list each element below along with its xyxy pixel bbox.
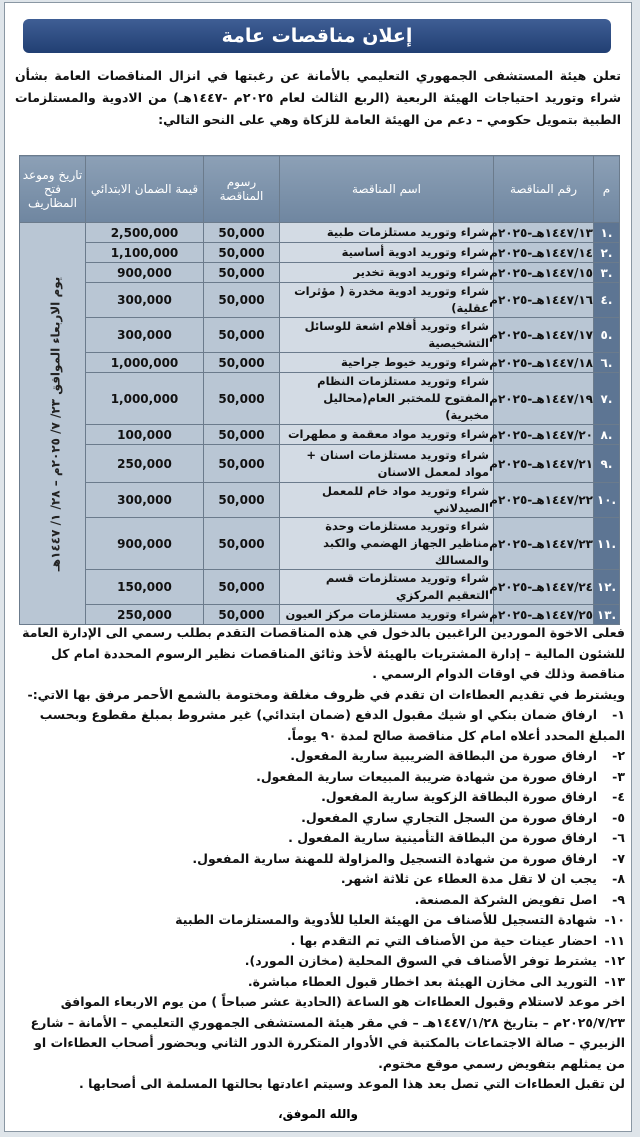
- tender-fee: 50,000: [204, 373, 280, 425]
- tender-fee: 50,000: [204, 518, 280, 570]
- opening-date: يوم الاربعاء الموافق ٢٣/ ٧/ ٢٠٢٥م – ٢٨/ ١/ ١٤٤٧هـ: [47, 276, 62, 571]
- condition-text: ارفاق صورة من شهادة التسجيل والمزاولة للمهنة سارية المفعول.: [192, 850, 597, 866]
- row-number: .٢: [594, 243, 620, 263]
- tender-number: ١٤٤٧/١٥هـ-٢٠٢٥م: [494, 263, 594, 283]
- condition-item: [15, 849, 625, 870]
- tender-name: شراء وتوريد مستلزمات طبية: [280, 223, 494, 243]
- condition-text: اصل تفويض الشركة المصنعة.: [414, 891, 597, 907]
- guarantee-value: 900,000: [86, 263, 204, 283]
- table-row: [20, 483, 620, 518]
- tender-number: ١٤٤٧/١٦هـ-٢٠٢٥م: [494, 283, 594, 318]
- row-number: .١: [594, 223, 620, 243]
- paragraph-2: ويشترط في تقديم العطاءات ان تقدم في ظروف مغلقة ومختومة بالشمع الأحمر مرفق بها الاتي:-: [27, 686, 625, 702]
- tender-fee: 50,000: [204, 425, 280, 445]
- condition-number: ١٢-: [604, 953, 625, 968]
- row-number: .٤: [594, 283, 620, 318]
- row-number: .١٠: [594, 483, 620, 518]
- paragraph-1: فعلى الاخوة الموردين الراغبين بالدخول في هذه المناقصات التقدم بطلب رسمي الى الإدارة العامة للشئون المالية – إدارة المشتريات بالهيئة لأخذ وثائق المناقصات نظير الرسوم المحددة امام كل مناقصة وذلك في اوقات الدوام الرسمي .: [22, 625, 625, 681]
- condition-number: ١١-: [604, 932, 625, 948]
- condition-item: [15, 931, 625, 952]
- row-number: .٧: [594, 373, 620, 425]
- condition-item: [15, 705, 625, 746]
- guarantee-value: 1,000,000: [86, 353, 204, 373]
- tender-name: شراء وتوريد خيوط جراحية: [280, 353, 494, 373]
- tender-number: ١٤٤٧/١٣هـ-٢٠٢٥م: [494, 223, 594, 243]
- tender-number: ١٤٤٧/٢٣هـ-٢٠٢٥م: [494, 518, 594, 570]
- condition-text: التوريد الى مخازن الهيئة بعد اخطار قبول العطاء مباشرة.: [247, 973, 597, 989]
- tender-fee: 50,000: [204, 445, 280, 483]
- condition-item: [15, 808, 625, 829]
- table-row: [20, 445, 620, 483]
- tender-name: شراء وتوريد مستلزمات قسم التعقيم المركزي: [280, 570, 494, 605]
- tender-fee: 50,000: [204, 283, 280, 318]
- tender-number: ١٤٤٧/٢٠هـ-٢٠٢٥م: [494, 425, 594, 445]
- tender-number: ١٤٤٧/١٩هـ-٢٠٢٥م: [494, 373, 594, 425]
- table-row: [20, 263, 620, 283]
- tender-name: شراء وتوريد مستلزمات وحدة مناظير الجهاز الهضمي والكبد والمسالك: [280, 518, 494, 570]
- guarantee-value: 900,000: [86, 518, 204, 570]
- row-number: .٨: [594, 425, 620, 445]
- condition-item: [15, 869, 625, 890]
- condition-number: ١٠-: [604, 912, 625, 927]
- closing-2: لن تقبل العطاءات التي تصل بعد هذا الموعد وسيتم اعادتها بحالتها المسلمة الى أصحابها .: [79, 1076, 625, 1091]
- condition-number: ٦-: [612, 830, 625, 845]
- condition-number: ٨-: [612, 871, 625, 886]
- tender-fee: 50,000: [204, 605, 280, 625]
- row-number: .٦: [594, 353, 620, 373]
- tender-number: ١٤٤٧/٢٥هـ-٢٠٢٥م: [494, 605, 594, 625]
- intro-text: تعلن هيئة المستشفى الجمهوري التعليمي بالأمانة عن رغبتها في انزال المناقصات العامة بشأن شراء وتوريد احتياجات الهيئة الربعية (الربع الثالث لعام ٢٠٢٥م -١٤٤٧هـ) من الادوية والمستلزمات الطبية بتمويل حكومي – دعم من الهيئة العامة للزكاة وهي على النحو التالي:: [15, 68, 621, 127]
- guarantee-value: 300,000: [86, 483, 204, 518]
- condition-number: ٧-: [612, 850, 625, 866]
- condition-item: [15, 828, 625, 849]
- tender-fee: 50,000: [204, 318, 280, 353]
- tender-name: شراء وتوريد مستلزمات اسنان + مواد لمعمل الاسنان: [280, 445, 494, 483]
- tender-number: ١٤٤٧/١٧هـ-٢٠٢٥م: [494, 318, 594, 353]
- tender-number: ١٤٤٧/٢٤هـ-٢٠٢٥م: [494, 570, 594, 605]
- condition-item: [15, 972, 625, 993]
- condition-text: شهادة التسجيل للأصناف من الهيئة العليا للأدوية والمستلزمات الطبية: [175, 912, 597, 927]
- condition-number: ١-: [612, 707, 625, 722]
- header-fee: رسوم المناقصة: [204, 156, 280, 223]
- table-row: [20, 223, 620, 243]
- guarantee-value: 300,000: [86, 283, 204, 318]
- tender-name: شراء وتوريد ادوية مخدرة ( مؤثرات عقلية): [280, 283, 494, 318]
- announcement-title: إعلان مناقصات عامة: [23, 19, 611, 53]
- tender-name: شراء وتوريد مستلزمات النظام المفتوح للمختبر العام(محاليل مخبرية): [280, 373, 494, 425]
- table-row: [20, 353, 620, 373]
- tender-name: شراء وتوريد مستلزمات مركز العيون: [280, 605, 494, 625]
- row-number: .١٣: [594, 605, 620, 625]
- condition-number: ١٣-: [604, 973, 625, 989]
- condition-item: [15, 746, 625, 767]
- guarantee-value: 150,000: [86, 570, 204, 605]
- condition-item: [15, 890, 625, 911]
- guarantee-value: 2,500,000: [86, 223, 204, 243]
- guarantee-value: 1,000,000: [86, 373, 204, 425]
- guarantee-value: 250,000: [86, 605, 204, 625]
- condition-number: ٩-: [612, 891, 625, 907]
- tender-name: شراء وتوريد ادوية تخدير: [280, 263, 494, 283]
- conditions-list: [15, 705, 625, 992]
- row-number: .٩: [594, 445, 620, 483]
- row-number: .١١: [594, 518, 620, 570]
- condition-number: ٥-: [612, 809, 625, 825]
- condition-text: احضار عينات حية من الأصناف التي تم التقدم بها .: [290, 932, 597, 948]
- table-row: [20, 283, 620, 318]
- tender-fee: 50,000: [204, 570, 280, 605]
- condition-item: [15, 767, 625, 788]
- table-row: [20, 425, 620, 445]
- opening-date-cell: [20, 223, 86, 625]
- tender-fee: 50,000: [204, 353, 280, 373]
- condition-text: يجب ان لا تقل مدة العطاء عن ثلاثة اشهر.: [340, 871, 597, 886]
- condition-item: [15, 951, 625, 972]
- condition-number: ٣-: [612, 768, 625, 784]
- header-tender-no: رقم المناقصة: [494, 156, 594, 223]
- condition-number: ٢-: [612, 748, 625, 763]
- condition-text: ارفاق صورة من شهادة ضريبة المبيعات سارية المفعول.: [256, 768, 597, 784]
- tender-name: شراء وتوريد مواد معقمة و مطهرات: [280, 425, 494, 445]
- row-number: .١٢: [594, 570, 620, 605]
- tender-name: شراء وتوريد مواد خام للمعمل الصيدلاني: [280, 483, 494, 518]
- table-row: [20, 243, 620, 263]
- condition-text: ارفاق صورة من البطاقة الضريبية سارية المفعول.: [290, 748, 597, 763]
- announcement-page: [4, 2, 632, 1132]
- row-number: .٣: [594, 263, 620, 283]
- tender-fee: 50,000: [204, 223, 280, 243]
- tender-fee: 50,000: [204, 243, 280, 263]
- table-row: [20, 605, 620, 625]
- condition-text: يشترط توفر الأصناف في السوق المحلية (مخازن المورد).: [244, 953, 597, 968]
- header-opening: تاريخ وموعد فتح المظاريف: [20, 156, 86, 223]
- table-row: [20, 518, 620, 570]
- condition-text: ارفاق صورة من السجل التجاري ساري المفعول.: [301, 809, 597, 825]
- table-row: [20, 318, 620, 353]
- condition-text: ارفاق ضمان بنكي او شيك مقبول الدفع (ضمان ابتدائي) غير مشروط بمبلغ مقطوع وبحسب المبلغ المحدد أعلاه امام كل مناقصة صالح لمدة ٩٠ يوماً.: [39, 707, 625, 743]
- table-row: [20, 570, 620, 605]
- table-row: [20, 373, 620, 425]
- tender-fee: 50,000: [204, 483, 280, 518]
- guarantee-value: 300,000: [86, 318, 204, 353]
- tender-name: شراء وتوريد أفلام اشعة للوسائل التشخيصية: [280, 318, 494, 353]
- condition-text: ارفاق صورة البطاقة الزكوية سارية المفعول.: [321, 789, 597, 804]
- guarantee-value: 100,000: [86, 425, 204, 445]
- condition-text: ارفاق صورة من البطاقة التأمينية سارية المفعول .: [288, 830, 597, 845]
- tender-number: ١٤٤٧/١٤هـ-٢٠٢٥م: [494, 243, 594, 263]
- condition-item: [15, 787, 625, 808]
- closing-1: اخر موعد لاستلام وقبول العطاءات هو الساعة (الحادية عشر صباحاً ) من يوم الاربعاء الموافق ٢٠٢٥/٧/٢٣م – بتاريخ ١٤٤٧/١/٢٨هـ – في مقر هيئة المستشفى الجمهوري التعليمي – الأمانة – شارع الزبيري – صالة الاجتماعات بالمكتبة في الأدوار المتكررة الدور الثاني وبحضور أصحاب العطاءات او من يمثلهم بتفويض رسمي موقع مختوم.: [30, 994, 625, 1071]
- table-header-row: [20, 156, 620, 223]
- header-guarantee: قيمة الضمان الابتدائي: [86, 156, 204, 223]
- tender-fee: 50,000: [204, 263, 280, 283]
- condition-number: ٤-: [612, 789, 625, 804]
- header-no: م: [594, 156, 620, 223]
- tenders-table: [19, 155, 620, 625]
- terms-section: [15, 623, 625, 1095]
- tender-number: ١٤٤٧/٢٢هـ-٢٠٢٥م: [494, 483, 594, 518]
- row-number: .٥: [594, 318, 620, 353]
- header-name: اسم المناقصة: [280, 156, 494, 223]
- guarantee-value: 250,000: [86, 445, 204, 483]
- tender-number: ١٤٤٧/١٨هـ-٢٠٢٥م: [494, 353, 594, 373]
- tender-name: شراء وتوريد ادوية أساسية: [280, 243, 494, 263]
- signature: والله الموفق،: [278, 1107, 358, 1121]
- guarantee-value: 1,100,000: [86, 243, 204, 263]
- condition-item: [15, 910, 625, 931]
- tender-number: ١٤٤٧/٢١هـ-٢٠٢٥م: [494, 445, 594, 483]
